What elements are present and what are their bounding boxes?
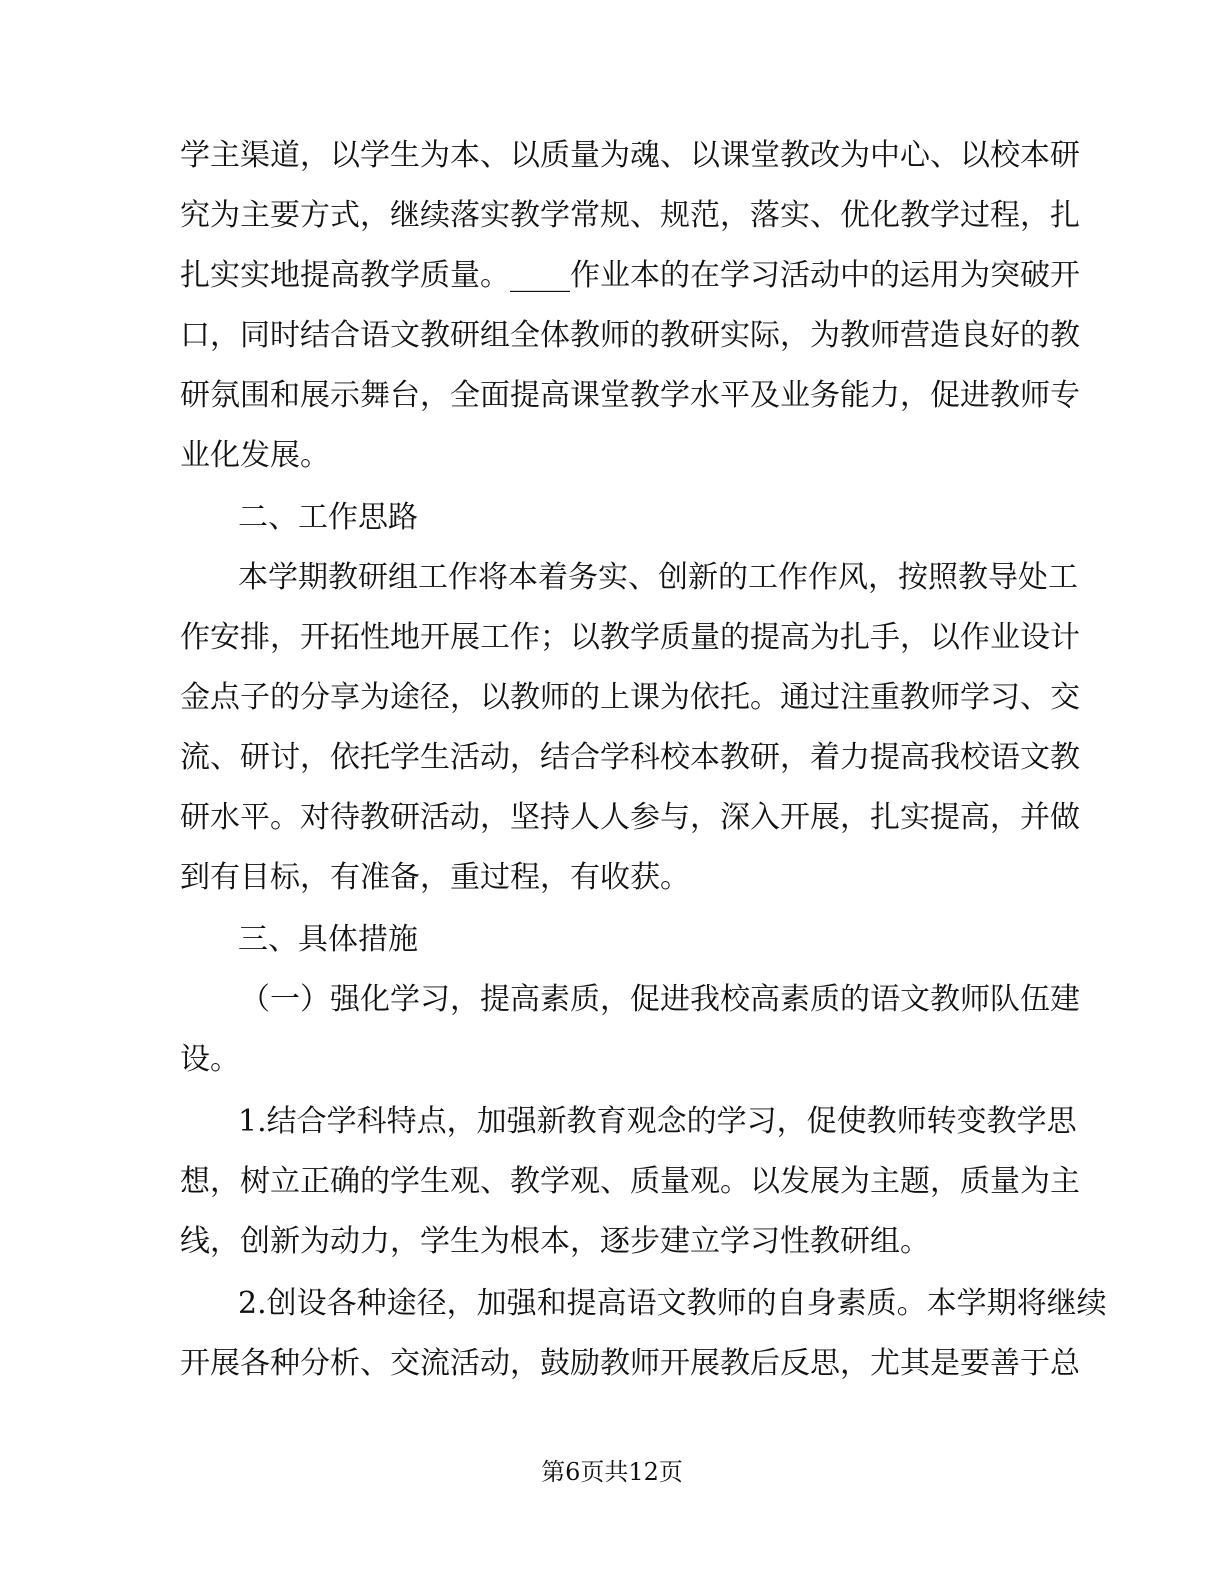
body-line: 口，同时结合语文教研组全体教师的教研实际，为教师营造良好的教	[180, 318, 1080, 353]
subsection-heading: （一）强化学习，提高素质，促进我校高素质的语文教师队伍建	[240, 982, 1080, 1017]
body-line: 开展各种分析、交流活动，鼓励教师开展教后反思，尤其是要善于总	[180, 1346, 1080, 1381]
body-line: 研氛围和展示舞台，全面提高课堂教学水平及业务能力，促进教师专	[180, 378, 1080, 413]
body-line: 业化发展。	[180, 438, 330, 473]
list-item-line: 2.创设各种途径，加强和提高语文教师的自身素质。本学期将继续	[238, 1286, 1107, 1321]
body-line: 本学期教研组工作将本着务实、创新的工作作风，按照教导处工	[238, 560, 1078, 595]
section-heading: 二、工作思路	[238, 500, 418, 535]
body-line: 扎实实地提高教学质量。____作业本的在学习活动中的运用为突破开	[180, 258, 1080, 293]
body-line: 到有目标，有准备，重过程，有收获。	[180, 860, 690, 895]
body-line: 学主渠道，以学生为本、以质量为魂、以课堂教改为中心、以校本研	[180, 138, 1080, 173]
body-line: 作安排，开拓性地开展工作；以教学质量的提高为扎手，以作业设计	[180, 620, 1080, 655]
body-line: 想，树立正确的学生观、教学观、质量观。以发展为主题，质量为主	[180, 1164, 1080, 1199]
body-line: 流、研讨，依托学生活动，结合学科校本教研，着力提高我校语文教	[180, 740, 1080, 775]
body-line: 究为主要方式，继续落实教学常规、规范，落实、优化教学过程，扎	[180, 198, 1080, 233]
body-line: 设。	[180, 1042, 240, 1077]
body-line: 线，创新为动力，学生为根本，逐步建立学习性教研组。	[180, 1224, 930, 1259]
section-heading: 三、具体措施	[238, 922, 418, 957]
list-item-line: 1.结合学科特点，加强新教育观念的学习，促使教师转变教学思	[238, 1104, 1077, 1139]
body-line: 金点子的分享为途径，以教师的上课为依托。通过注重教师学习、交	[180, 680, 1080, 715]
body-line: 研水平。对待教研活动，坚持人人参与，深入开展，扎实提高，并做	[180, 800, 1080, 835]
page-number-footer: 第6页共12页	[541, 1458, 683, 1486]
